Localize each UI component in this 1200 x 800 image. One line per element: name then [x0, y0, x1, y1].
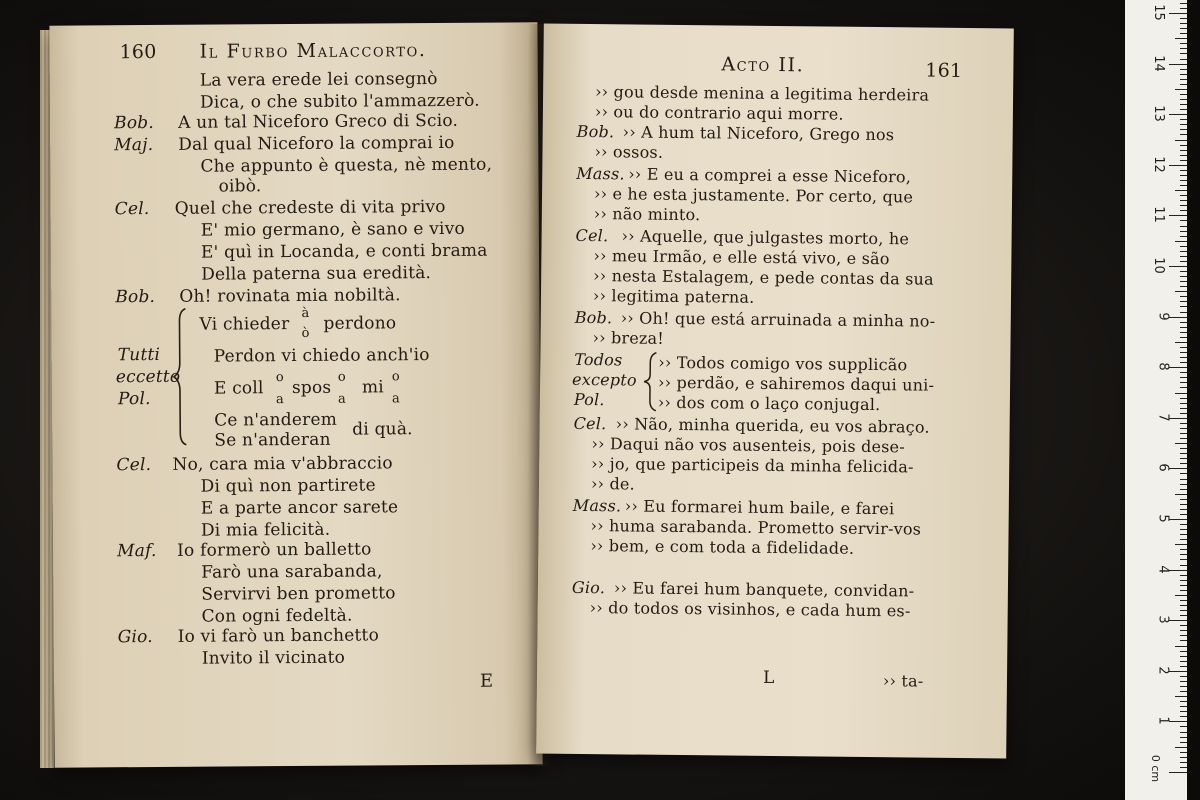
ruler-tick: [1169, 215, 1187, 216]
verse-line: Io vi farò un banchetto: [177, 625, 380, 647]
verse-line: Della paterna sua eredità.: [201, 263, 432, 285]
ruler-shadow: [1187, 0, 1200, 800]
verse-line: A un tal Niceforo Greco di Scio.: [178, 110, 459, 133]
speaker-label: Cel.: [573, 413, 607, 434]
right-page: [536, 24, 1014, 759]
ruler-tick: [1175, 747, 1187, 748]
right-running-head: Acto II.: [721, 53, 805, 77]
ruler-tick: [1180, 109, 1187, 110]
ruler-tick: [1180, 200, 1187, 201]
ruler-tick: [1180, 372, 1187, 373]
ruler-number: 3: [1155, 615, 1171, 624]
prose-line: ›› Todos comigo vos supplicão: [658, 352, 908, 375]
ruler-tick: [1180, 261, 1187, 262]
brace-icon: [171, 307, 200, 447]
ruler-tick: [1169, 721, 1187, 722]
ruler-tick: [1180, 473, 1187, 474]
ruler-tick: [1180, 286, 1187, 287]
verse-variant: o: [391, 369, 400, 385]
ruler-tick: [1180, 69, 1187, 70]
ruler-tick: [1169, 418, 1187, 419]
left-page-number: 160: [119, 40, 157, 64]
ruler-number: 8: [1155, 362, 1171, 371]
ruler-tick: [1169, 468, 1187, 469]
ruler-tick: [1180, 716, 1187, 717]
prose-line: ›› meu Irmão, e elle está vivo, e são: [593, 246, 890, 269]
speaker-label: Cel.: [114, 199, 150, 220]
ruler-tick: [1180, 382, 1187, 383]
ruler-tick: [1180, 347, 1187, 348]
speaker-label: Cel.: [116, 455, 152, 476]
prose-line: ›› breza!: [592, 328, 665, 348]
verse-line: No, cara mia v'abbraccio: [172, 453, 393, 475]
ruler-tick: [1180, 74, 1187, 75]
ruler-tick: [1180, 681, 1187, 682]
prose-line: ›› Não, minha querida, eu vos abraço.: [615, 414, 930, 437]
prose-line: ›› E eu a comprei a esse Niceforo,: [628, 164, 912, 187]
ruler-tick: [1180, 549, 1187, 550]
prose-line: ›› de.: [590, 474, 636, 494]
ruler-number: 1: [1155, 716, 1171, 726]
speaker-label: Todos: [574, 349, 623, 370]
speaker-label: Mass.: [576, 163, 625, 184]
speaker-label: excepto: [572, 369, 637, 390]
speaker-label: Cel.: [575, 225, 609, 246]
ruler-tick: [1175, 595, 1187, 596]
ruler-tick: [1180, 711, 1187, 712]
ruler-number: 11: [1151, 206, 1167, 224]
ruler-tick: [1180, 732, 1187, 733]
ruler-tick: [1180, 635, 1187, 636]
ruler-tick: [1180, 306, 1187, 307]
ruler-tick: [1180, 256, 1187, 257]
verse-line: Vi chieder: [199, 314, 290, 335]
ruler-tick: [1175, 38, 1187, 39]
ruler-tick: [1180, 220, 1187, 221]
ruler-tick: [1180, 691, 1187, 692]
ruler-tick: [1180, 610, 1187, 611]
verse-line: Quel che credeste di vita privo: [174, 196, 446, 219]
verse-line: Perdon vi chiedo anch'io: [213, 345, 430, 367]
speaker-label: Tutti: [117, 344, 161, 366]
ruler-tick: [1180, 28, 1187, 29]
ruler-tick: [1180, 84, 1187, 85]
speaker-label: Maf.: [117, 540, 157, 562]
ruler-tick: [1180, 615, 1187, 616]
ruler-tick: [1180, 408, 1187, 409]
ruler-tick: [1180, 301, 1187, 302]
ruler-tick: [1180, 428, 1187, 429]
verse-line: perdono: [323, 313, 397, 334]
verse-variant: a: [275, 392, 284, 408]
catchword: ›› ta-: [882, 671, 924, 691]
ruler-tick: [1180, 276, 1187, 277]
prose-line: ›› ou do contrario aqui morre.: [594, 102, 844, 124]
ruler-tick: [1180, 175, 1187, 176]
ruler-number: 14: [1151, 54, 1167, 72]
prose-line: ›› legitima paterna.: [592, 286, 755, 307]
ruler-tick: [1180, 18, 1187, 19]
ruler-tick: [1180, 251, 1187, 252]
ruler-tick: [1180, 403, 1187, 404]
ruler-tick: [1175, 393, 1187, 394]
ruler-tick: [1175, 443, 1187, 444]
ruler-tick: [1180, 337, 1187, 338]
prose-line: ›› Aquelle, que julgastes morto, he: [621, 226, 910, 249]
verse-line: Oh! rovinata mia nobiltà.: [179, 285, 401, 307]
left-running-head: Il Furbo Malaccorto.: [199, 39, 427, 63]
ruler-tick: [1180, 458, 1187, 459]
verse-variant: a: [391, 391, 400, 407]
ruler-tick: [1180, 590, 1187, 591]
ruler-tick: [1175, 342, 1187, 343]
verse-line: Che appunto è questa, nè mento,: [200, 154, 493, 177]
verse-line: Invito il vicinato: [201, 647, 346, 669]
ruler-tick: [1180, 322, 1187, 323]
ruler-tick: [1180, 413, 1187, 414]
ruler-tick: [1180, 575, 1187, 576]
verse-line: E' mio germano, è sano e vivo: [200, 218, 465, 241]
ruler-tick: [1180, 23, 1187, 24]
ruler-tick: [1180, 630, 1187, 631]
verse-line: Con ogni fedeltà.: [201, 605, 353, 627]
signature-mark: E: [479, 670, 494, 692]
ruler-tick: [1180, 119, 1187, 120]
prose-line: ›› Daqui não vos ausenteis, pois dese-: [591, 434, 905, 457]
ruler-tick: [1180, 686, 1187, 687]
ruler-tick: [1180, 605, 1187, 606]
ruler-tick: [1180, 737, 1187, 738]
verse-variant: ò: [301, 325, 310, 341]
ruler-tick: [1180, 205, 1187, 206]
ruler-tick: [1180, 539, 1187, 540]
ruler-tick: [1180, 600, 1187, 601]
ruler-tick: [1180, 145, 1187, 146]
ruler-tick: [1180, 706, 1187, 707]
signature-mark: L: [762, 667, 775, 689]
verse-line: Servirvi ben prometto: [201, 583, 396, 605]
ruler-tick: [1180, 524, 1187, 525]
verse-line: La vera erede lei consegnò: [199, 69, 438, 91]
right-page-number: 161: [925, 59, 963, 82]
ruler-tick: [1180, 752, 1187, 753]
verse-line: Farò una sarabanda,: [201, 561, 383, 583]
ruler-tick: [1180, 656, 1187, 657]
ruler-tick: [1180, 438, 1187, 439]
prose-line: ›› nesta Estalagem, e pede contas da sua: [593, 266, 934, 289]
ruler-tick: [1175, 646, 1187, 647]
ruler-tick: [1180, 509, 1187, 510]
ruler-tick: [1180, 484, 1187, 485]
ruler-tick: [1180, 534, 1187, 535]
verse-line: Io formerò un balletto: [177, 539, 372, 561]
ruler-tick: [1169, 620, 1187, 621]
ruler-tick: [1169, 114, 1187, 115]
ruler-tick: [1180, 281, 1187, 282]
prose-line: ›› A hum tal Niceforo, Grego nos: [622, 122, 895, 145]
ruler-tick: [1180, 59, 1187, 60]
ruler-tick: [1180, 666, 1187, 667]
ruler-tick: [1180, 3, 1187, 4]
ruler-tick: [1180, 398, 1187, 399]
prose-line: ›› bem, e com toda a fidelidade.: [590, 536, 855, 558]
speaker-label: Mass.: [572, 495, 622, 516]
left-page: [49, 22, 542, 767]
ruler-tick: [1169, 266, 1187, 267]
ruler-tick: [1180, 362, 1187, 363]
speaker-label: Pol.: [573, 389, 605, 410]
verse-line: Di quì non partirete: [200, 475, 376, 497]
ruler-tick: [1180, 236, 1187, 237]
ruler-tick: [1180, 352, 1187, 353]
verse-variant: à: [301, 305, 310, 321]
verse-line: E' quì in Locanda, e conti brama: [200, 240, 488, 263]
prose-line: ›› jo, que participeis da minha felicida-: [591, 454, 914, 477]
speaker-label: Gio.: [117, 627, 153, 648]
ruler-number: 15: [1151, 4, 1167, 21]
ruler-tick: [1180, 565, 1187, 566]
ruler-tick: [1175, 696, 1187, 697]
verse-variant: a: [337, 391, 346, 407]
prose-line: ›› ossos.: [594, 142, 664, 162]
ruler-tick: [1180, 701, 1187, 702]
ruler-tick: [1175, 494, 1187, 495]
ruler-tick: [1169, 570, 1187, 571]
ruler-tick: [1180, 762, 1187, 763]
verse-variant: o: [275, 370, 284, 386]
verse-line: Dal qual Niceforo la comprai io: [178, 132, 455, 155]
ruler-tick: [1180, 150, 1187, 151]
ruler-tick: [1180, 124, 1187, 125]
prose-line: ›› Eu farei hum banquete, convidan-: [613, 578, 915, 601]
ruler-tick: [1175, 89, 1187, 90]
ruler-tick: [1180, 554, 1187, 555]
ruler-tick: [1180, 43, 1187, 44]
ruler-tick: [1175, 544, 1187, 545]
ruler-number: 2: [1155, 666, 1171, 675]
ruler-tick: [1180, 210, 1187, 211]
speaker-label: Maj.: [114, 134, 154, 156]
ruler-number: 12: [1151, 156, 1167, 173]
ruler-tick: [1180, 160, 1187, 161]
ruler-tick: [1180, 226, 1187, 227]
speaker-label: eccetto: [115, 366, 181, 388]
prose-line: ›› dos com o laço conjugal.: [657, 392, 881, 415]
ruler-tick: [1180, 661, 1187, 662]
ruler-number: 13: [1151, 105, 1167, 122]
ruler-tick: [1180, 312, 1187, 313]
speaker-label: Bob.: [114, 112, 154, 134]
verse-line: mi: [361, 377, 384, 398]
ruler-tick: [1180, 8, 1187, 9]
ruler-tick: [1180, 296, 1187, 297]
ruler-tick: [1180, 504, 1187, 505]
verse-variant: o: [337, 369, 346, 385]
ruler-number: 7: [1155, 413, 1171, 422]
ruler-tick: [1180, 453, 1187, 454]
speaker-label: Bob.: [115, 286, 156, 308]
ruler-tick: [1180, 195, 1187, 196]
ruler-tick: [1180, 559, 1187, 560]
ruler-tick: [1180, 94, 1187, 95]
ruler-tick: [1180, 514, 1187, 515]
ruler-tick: [1180, 479, 1187, 480]
prose-line: ›› do todos os visinhos, e cada hum es-: [589, 598, 911, 621]
verse-line: Ce n'anderem: [214, 409, 338, 431]
ruler-tick: [1180, 580, 1187, 581]
ruler-tick: [1180, 757, 1187, 758]
speaker-label: Bob.: [574, 307, 613, 328]
ruler-tick: [1180, 134, 1187, 135]
prose-line: ›› Oh! que está arruinada a minha no-: [620, 308, 936, 331]
ruler-tick: [1180, 529, 1187, 530]
ruler-tick: [1169, 64, 1187, 65]
ruler-tick: [1169, 13, 1187, 14]
prose-line: ›› perdão, e sahiremos daqui uni-: [657, 372, 935, 395]
speaker-label: Bob.: [576, 121, 615, 142]
ruler-tick: [1180, 423, 1187, 424]
ruler-number: 9: [1155, 311, 1171, 321]
ruler-tick: [1169, 519, 1187, 520]
ruler-tick: [1175, 291, 1187, 292]
verse-line: spos: [291, 377, 332, 399]
ruler-tick: [1169, 772, 1187, 773]
ruler-tick: [1180, 48, 1187, 49]
ruler-tick: [1180, 377, 1187, 378]
ruler-tick: [1180, 742, 1187, 743]
ruler-tick: [1169, 317, 1187, 318]
ruler-number: 10: [1151, 257, 1167, 274]
ruler-tick: [1180, 767, 1187, 768]
ruler-tick: [1180, 463, 1187, 464]
ruler-tick: [1180, 180, 1187, 181]
ruler-tick: [1169, 367, 1187, 368]
verse-line: oibò.: [218, 176, 262, 197]
speaker-label: Pol.: [117, 389, 151, 410]
ruler-tick: [1169, 165, 1187, 166]
ruler-tick: [1180, 155, 1187, 156]
ruler-tick: [1180, 489, 1187, 490]
verse-line: di quà.: [352, 419, 413, 440]
measuring-ruler: [1125, 0, 1187, 800]
ruler-tick: [1180, 448, 1187, 449]
ruler-tick: [1180, 53, 1187, 54]
ruler-tick: [1180, 129, 1187, 130]
speaker-label: Gio.: [571, 577, 606, 598]
verse-line: Se n'anderan: [214, 429, 331, 451]
ruler-tick: [1175, 140, 1187, 141]
ruler-unit-label: 0 cm: [1148, 754, 1162, 783]
ruler-tick: [1180, 625, 1187, 626]
ruler-tick: [1180, 231, 1187, 232]
ruler-number: 5: [1155, 514, 1171, 523]
ruler-tick: [1180, 99, 1187, 100]
ruler-tick: [1180, 104, 1187, 105]
ruler-tick: [1180, 246, 1187, 247]
ruler-number: 6: [1155, 463, 1171, 473]
ruler-tick: [1169, 671, 1187, 672]
ruler-tick: [1180, 651, 1187, 652]
prose-line: ›› Eu formarei hum baile, e farei: [624, 496, 895, 519]
ruler-tick: [1180, 327, 1187, 328]
ruler-tick: [1180, 499, 1187, 500]
ruler-tick: [1175, 241, 1187, 242]
ruler-tick: [1175, 190, 1187, 191]
prose-line: ›› huma sarabanda. Prometto servir-vos: [590, 516, 922, 539]
verse-line: Di mia felicità.: [200, 519, 331, 541]
ruler-tick: [1180, 726, 1187, 727]
verse-line: E a parte ancor sarete: [200, 497, 399, 519]
ruler-tick: [1180, 640, 1187, 641]
ruler-tick: [1180, 433, 1187, 434]
prose-line: ›› gou desde menina a legitima herdeira: [595, 82, 930, 105]
prose-line: ›› e he esta justamente. Por certo, que: [593, 184, 914, 207]
ruler-tick: [1180, 271, 1187, 272]
verse-line: E coll: [213, 378, 264, 399]
ruler-tick: [1180, 33, 1187, 34]
ruler-number: 4: [1155, 564, 1171, 574]
ruler-tick: [1180, 676, 1187, 677]
ruler-tick: [1180, 387, 1187, 388]
ruler-tick: [1180, 185, 1187, 186]
ruler-tick: [1180, 79, 1187, 80]
ruler-tick: [1180, 332, 1187, 333]
ruler-tick: [1180, 585, 1187, 586]
ruler-tick: [1180, 170, 1187, 171]
ruler-tick: [1180, 357, 1187, 358]
verse-line: Dica, o che subito l'ammazzerò.: [199, 90, 480, 113]
prose-line: ›› não minto.: [593, 204, 701, 225]
